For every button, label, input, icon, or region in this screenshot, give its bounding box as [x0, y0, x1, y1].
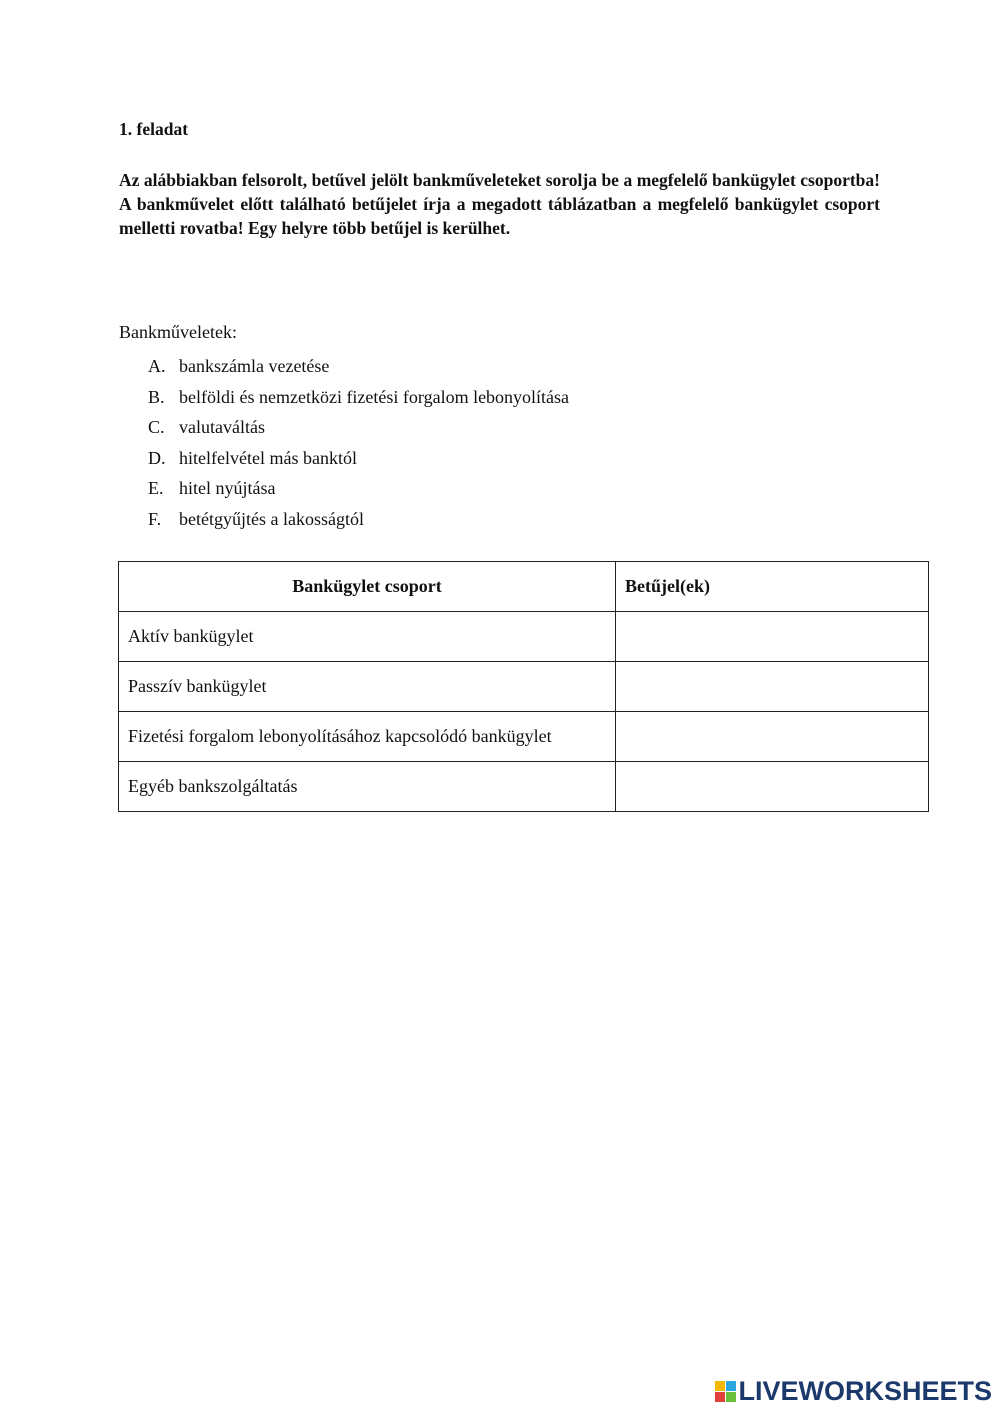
item-text: bankszámla vezetése: [179, 356, 330, 376]
item-text: belföldi és nemzetközi fizetési forgalom lebonyolítása: [179, 386, 570, 407]
group-cell: Aktív bankügylet: [119, 612, 616, 662]
answer-input-payment[interactable]: [625, 718, 923, 756]
list-item: [148, 412, 569, 443]
liveworksheets-logo-icon: [715, 1381, 736, 1402]
group-cell: Passzív bankügylet: [119, 662, 616, 712]
item-letter: E.: [148, 478, 164, 499]
list-item: [148, 351, 569, 382]
item-letter: A.: [148, 356, 166, 376]
brand-name: LIVEWORKSHEETS: [738, 1376, 992, 1406]
answer-cell: [616, 662, 929, 712]
logo-square: [715, 1381, 725, 1391]
item-letter: C.: [148, 417, 165, 438]
item-text: valutaváltás: [179, 417, 265, 438]
answer-input-active[interactable]: [625, 618, 923, 656]
answer-cell: [616, 612, 929, 662]
item-letter: F.: [148, 508, 162, 529]
operations-heading: Bankműveletek:: [119, 322, 237, 342]
header-letters: Betűjel(ek): [616, 562, 929, 612]
list-item: [148, 382, 569, 413]
answer-input-passive[interactable]: [625, 668, 923, 706]
operations-list: [148, 351, 569, 535]
table-row: [119, 662, 929, 712]
item-text: betétgyűjtés a lakosságtól: [179, 508, 364, 529]
logo-square: [726, 1392, 736, 1402]
table-row: [119, 762, 929, 812]
task-instructions: Az alábbiakban felsorolt, betűvel jelölt bankműveleteket sorolja be a megfelelő bankügylet csoportba! A bankművelet előtt található betűjelet írja a megadott táblázatban a megfelelő bankügylet csoport melletti rovatba! Egy helyre több betűjel is kerülhet.: [119, 170, 880, 238]
item-letter: D.: [148, 447, 166, 468]
logo-square: [726, 1381, 736, 1391]
liveworksheets-brand: [715, 1376, 992, 1407]
list-item: [148, 504, 569, 535]
answer-input-other[interactable]: [625, 768, 923, 806]
item-letter: B.: [148, 386, 165, 407]
answer-cell: [616, 762, 929, 812]
header-group: Bankügylet csoport: [119, 562, 616, 612]
list-item: [148, 443, 569, 474]
answer-cell: [616, 712, 929, 762]
table-row: [119, 612, 929, 662]
answer-table: [118, 561, 929, 812]
list-item: [148, 473, 569, 504]
table-header-row: [119, 562, 929, 612]
group-cell: Egyéb bankszolgáltatás: [119, 762, 616, 812]
task-title: 1. feladat: [119, 119, 189, 139]
item-text: hitelfelvétel más banktól: [179, 447, 357, 468]
logo-square: [715, 1392, 725, 1402]
group-cell: Fizetési forgalom lebonyolításához kapcsolódó bankügylet: [119, 712, 616, 762]
item-text: hitel nyújtása: [179, 478, 276, 499]
table-row: [119, 712, 929, 762]
